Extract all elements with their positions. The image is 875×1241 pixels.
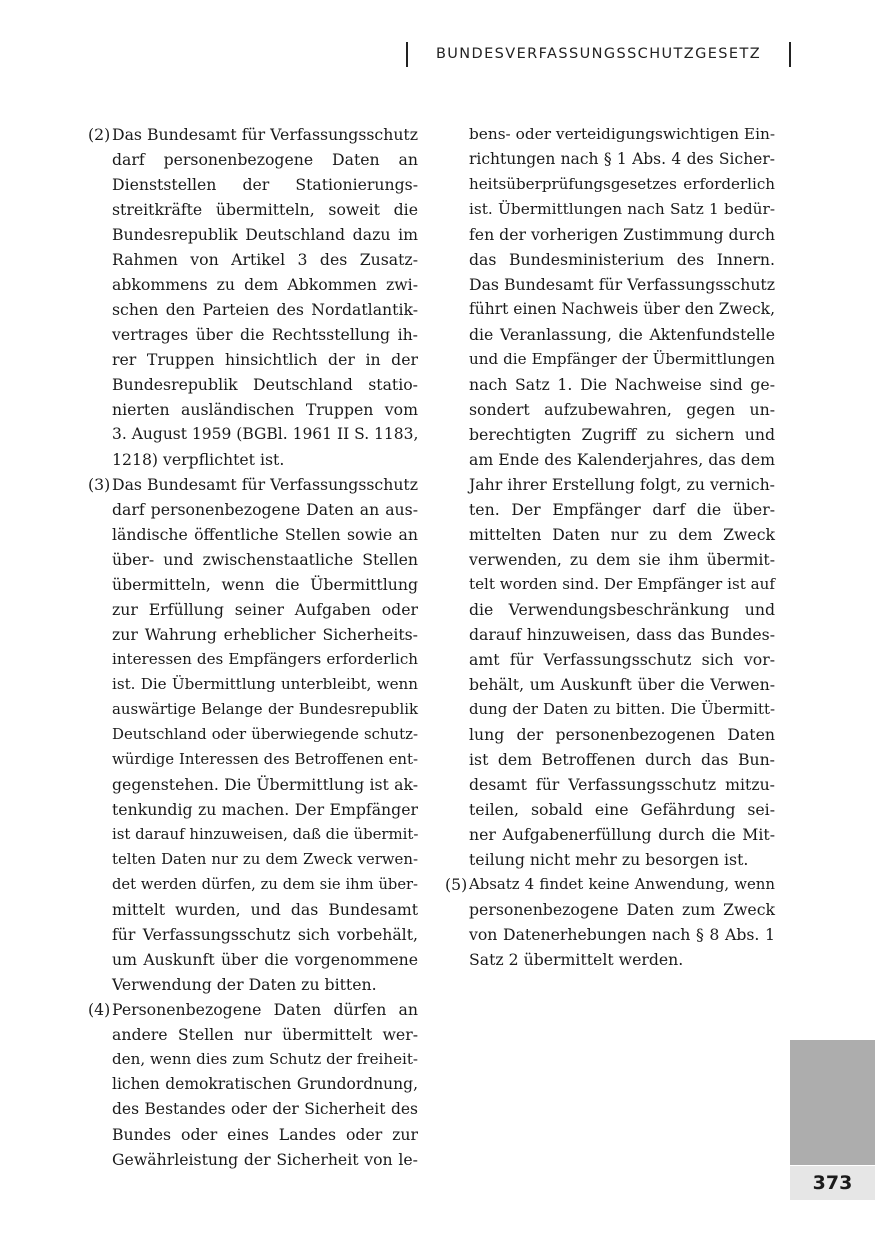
text-line: interessen des Empfängers erforderlich [112, 650, 418, 668]
text-line: teilen, sobald eine Gefährdung sei- [469, 800, 775, 819]
text-line: führt einen Nachweis über den Zweck, [469, 300, 775, 318]
text-line: ist darauf hinzuweisen, daß die übermit- [112, 825, 419, 843]
text-line: ist. Die Übermittlung unterbleibt, wenn [112, 675, 418, 693]
text-line: Bundesrepublik Deutschland dazu im [112, 225, 418, 244]
text-line: Deutschland oder überwiegende schutz- [112, 725, 418, 743]
text-line: Das Bundesamt für Verfassungsschutz [469, 275, 775, 294]
text-line: den, wenn dies zum Schutz der freiheit- [112, 1050, 418, 1068]
text-line: richtungen nach § 1 Abs. 4 des Sicher- [469, 150, 775, 168]
text-line: rer Truppen hinsichtlich der in der [112, 350, 418, 369]
text-line: det werden dürfen, zu dem sie ihm über- [112, 876, 418, 893]
text-line: von Datenerhebungen nach § 8 Abs. 1 [469, 925, 775, 944]
header-divider-right [789, 42, 791, 67]
text-line: Bundesrepublik Deutschland statio- [112, 375, 418, 394]
paragraph-text [112, 997, 418, 1172]
text-line: gegenstehen. Die Übermittlung ist ak- [112, 775, 418, 794]
text-line: über- und zwischenstaatliche Stellen [112, 550, 418, 569]
text-line: zur Erfüllung seiner Aufgaben oder [112, 600, 418, 619]
text-line: dung der Daten zu bitten. Die Übermitt- [469, 700, 775, 718]
text-line: fen der vorherigen Zustimmung durch [469, 225, 776, 244]
text-line: nach Satz 1. Die Nachweise sind ge- [469, 375, 775, 394]
page-number: 373 [790, 1166, 875, 1200]
text-line: Gewährleistung der Sicherheit von le- [112, 1150, 418, 1169]
text-line: ist. Übermittlungen nach Satz 1 bedür- [469, 200, 775, 218]
text-line: teilung nicht mehr zu besorgen ist. [469, 850, 749, 869]
text-line: übermitteln, wenn die Übermittlung [112, 575, 418, 594]
text-line: personenbezogene Daten zum Zweck [469, 900, 775, 919]
paragraph-number: (5) [445, 875, 468, 894]
text-line: die Veranlassung, die Aktenfundstelle [469, 325, 775, 344]
text-line: um Auskunft über die vorgenommene [112, 950, 418, 969]
text-line: heitsüberprüfungsgesetzes erforderlich [469, 175, 775, 193]
text-line: darauf hinzuweisen, dass das Bundes- [469, 625, 775, 644]
text-line: Das Bundesamt für Verfassungsschutz [112, 475, 418, 494]
text-line: ländische öffentliche Stellen sowie an [112, 525, 418, 544]
text-line: des Bestandes oder der Sicherheit des [112, 1100, 418, 1118]
text-line: Das Bundesamt für Verfassungsschutz [112, 125, 418, 144]
paragraph-number: (3) [88, 475, 111, 494]
paragraph-number: (4) [88, 1000, 111, 1019]
text-line: Jahr ihrer Erstellung folgt, zu vernich- [469, 475, 775, 494]
text-line: mittelten Daten nur zu dem Zweck [469, 525, 775, 544]
text-line: und die Empfänger der Übermittlungen [469, 350, 775, 368]
text-line: lung der personenbezogenen Daten [469, 725, 775, 744]
text-line: Dienststellen der Stationierungs- [112, 175, 418, 194]
paragraph-3 [88, 472, 418, 997]
text-line: tenkundig zu machen. Der Empfänger [112, 800, 418, 819]
paragraph-2 [88, 122, 418, 472]
text-line: ist dem Betroffenen durch das Bun- [469, 750, 775, 769]
text-line: amt für Verfassungsschutz sich vor- [469, 650, 775, 669]
text-line: vertrages über die Rechtsstellung ih- [112, 325, 418, 344]
text-line: lichen demokratischen Grundordnung, [112, 1075, 418, 1093]
text-line: abkommens zu dem Abkommen zwi- [112, 275, 418, 294]
paragraph-number: (2) [88, 125, 111, 144]
text-line: streitkräfte übermitteln, soweit die [112, 200, 418, 219]
text-line: verwenden, zu dem sie ihm übermit- [469, 550, 775, 569]
text-line: Personenbezogene Daten dürfen an [112, 1000, 418, 1019]
text-line: behält, um Auskunft über die Verwen- [469, 675, 775, 694]
text-line: Rahmen von Artikel 3 des Zusatz- [112, 250, 418, 269]
text-line: telten Daten nur zu dem Zweck verwen- [112, 850, 418, 868]
text-line: nierten ausländischen Truppen vom [112, 400, 418, 419]
text-line: Absatz 4 findet keine Anwendung, wenn [469, 875, 775, 893]
text-line: Bundes oder eines Landes oder zur [112, 1125, 418, 1144]
text-line: schen den Parteien des Nordatlantik- [112, 300, 418, 319]
text-line: auswärtige Belange der Bundesrepublik [112, 700, 418, 718]
text-line: die Verwendungsbeschränkung und [469, 600, 775, 619]
text-line: 3. August 1959 (BGBl. 1961 II S. 1183, [112, 425, 419, 443]
text-line: Verwendung der Daten zu bitten. [112, 975, 377, 994]
paragraph-4-continued [445, 122, 775, 872]
paragraph-text [469, 872, 775, 972]
paragraph-4 [88, 997, 418, 1172]
text-line: darf personenbezogene Daten an [112, 150, 418, 169]
text-line: desamt für Verfassungsschutz mitzu- [469, 775, 775, 794]
paragraph-text [469, 122, 775, 872]
text-line: am Ende des Kalenderjahres, das dem [469, 450, 775, 469]
right-column [445, 122, 775, 972]
left-column [88, 122, 418, 1172]
text-line: mittelt wurden, und das Bundesamt [112, 900, 418, 919]
text-line: ner Aufgabenerfüllung durch die Mit- [469, 825, 775, 844]
text-line: zur Wahrung erheblicher Sicherheits- [112, 625, 418, 644]
chapter-thumb-tab [790, 1040, 875, 1165]
running-header: BUNDESVERFASSUNGSSCHUTZGESETZ [435, 46, 762, 62]
paragraph-5 [445, 872, 775, 972]
text-line: bens- oder verteidigungswichtigen Ein- [469, 125, 775, 143]
text-line: sondert aufzubewahren, gegen un- [469, 400, 775, 419]
text-line: darf personenbezogene Daten an aus- [112, 500, 418, 519]
text-line: für Verfassungsschutz sich vorbehält, [112, 925, 418, 944]
paragraph-text [112, 122, 418, 472]
text-line: würdige Interessen des Betroffenen ent- [112, 750, 418, 768]
paragraph-text [112, 472, 418, 997]
text-line: ten. Der Empfänger darf die über- [469, 500, 775, 519]
text-line: andere Stellen nur übermittelt wer- [112, 1025, 418, 1044]
text-line: berechtigten Zugriff zu sichern und [469, 425, 775, 444]
text-line: das Bundesministerium des Innern. [469, 250, 775, 269]
text-line: telt worden sind. Der Empfänger ist auf [469, 575, 775, 593]
text-line: 1218) verpflichtet ist. [112, 450, 285, 469]
text-line: Satz 2 übermittelt werden. [469, 950, 684, 969]
